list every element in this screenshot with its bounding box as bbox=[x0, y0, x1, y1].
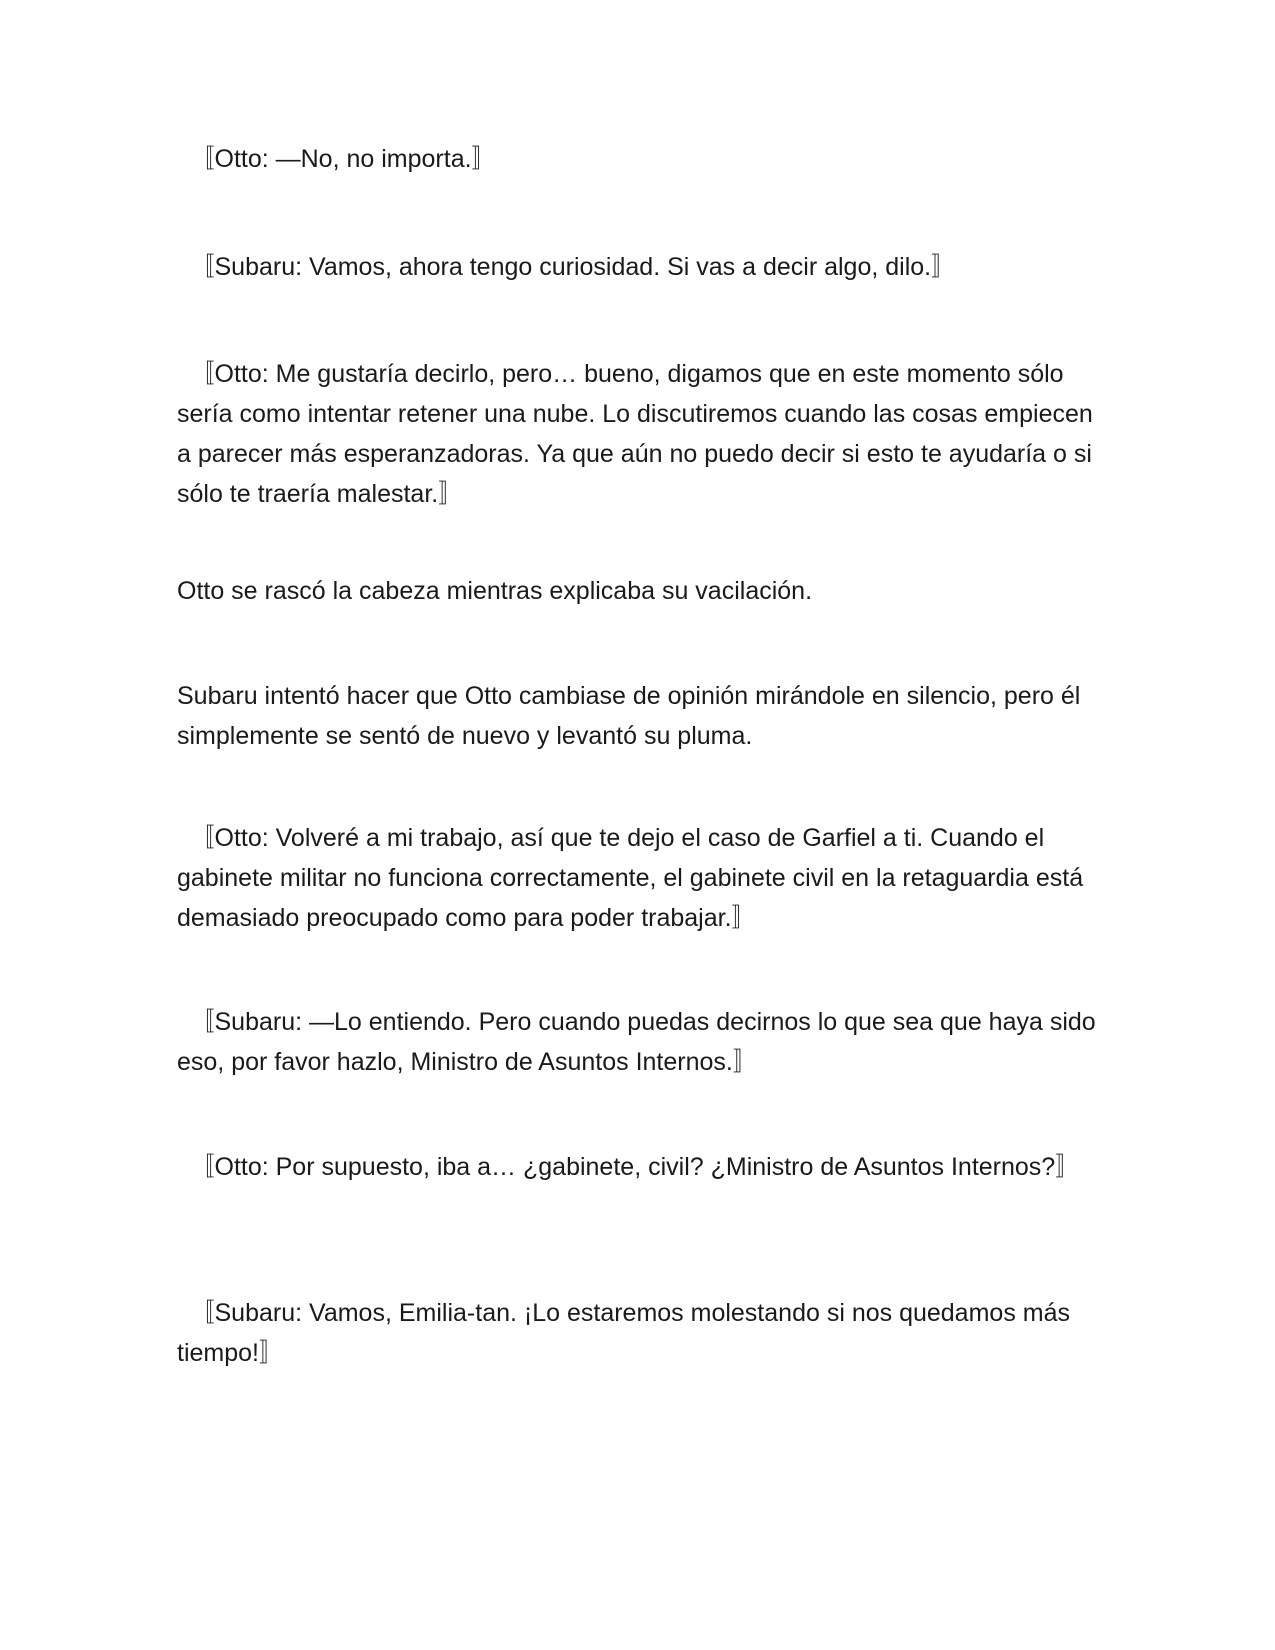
narration-paragraph-1: Otto se rascó la cabeza mientras explicaba su vacilación. bbox=[177, 577, 813, 605]
dialogue-paragraph-1: 〚Otto: —No, no importa.〛 bbox=[177, 145, 497, 173]
dialogue-paragraph-3: 〚Otto: Me gustaría decirlo, pero… bueno, digamos que en este momento sólo sería como intentar retener una nube. Lo discutiremos cuando las cosas empiecen a parecer más esperanzadoras. Ya que aún no puedo decir si esto te ayudaría o si sólo te traería malestar.〛 bbox=[177, 360, 1100, 508]
dialogue-paragraph-6: 〚Otto: Por supuesto, iba a… ¿gabinete, civil? ¿Ministro de Asuntos Internos?〛 bbox=[177, 1153, 1081, 1181]
dialogue-paragraph-4: 〚Otto: Volveré a mi trabajo, así que te dejo el caso de Garfiel a ti. Cuando el gabinete militar no funciona correctamente, el gabinete civil en la retaguardia está demasiado preocupado como para poder trabajar.〛 bbox=[177, 824, 1091, 932]
narration-paragraph-2: Subaru intentó hacer que Otto cambiase de opinión mirándole en silencio, pero él simplemente se sentó de nuevo y levantó su pluma. bbox=[177, 682, 1088, 750]
dialogue-paragraph-7: 〚Subaru: Vamos, Emilia-tan. ¡Lo estaremos molestando si nos quedamos más tiempo!〛 bbox=[177, 1299, 1077, 1367]
dialogue-paragraph-2: 〚Subaru: Vamos, ahora tengo curiosidad. Si vas a decir algo, dilo.〛 bbox=[177, 253, 957, 281]
dialogue-paragraph-5: 〚Subaru: —Lo entiendo. Pero cuando puedas decirnos lo que sea que haya sido eso, por favor hazlo, Ministro de Asuntos Internos.〛 bbox=[177, 1008, 1103, 1076]
